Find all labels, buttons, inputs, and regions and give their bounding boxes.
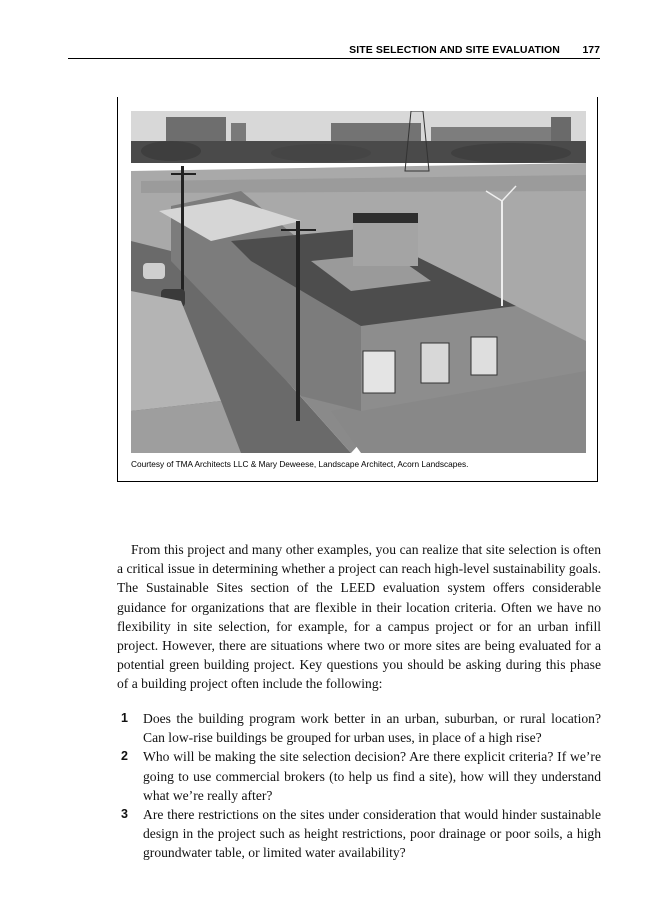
list-item: [117, 747, 601, 805]
list-number: 1: [121, 711, 128, 725]
building-photo: [131, 111, 586, 453]
body-paragraph: From this project and many other examples, you can realize that site selection is often a critical issue in determining whether a project can reach high-level sustainability goals. The Sustainable Sites section of the LEED evaluation system offers considerable guidance for organizations that are flexible in their location criteria. Often we have no flexibility in site selection, for example, for a campus project or for an urban infill project. However, there are situations where two or more sites are being evaluated for a potential green building project. Key questions you should be asking during this phase of a building project often include the following:: [117, 542, 601, 692]
running-header: [68, 44, 600, 59]
figure-caption: Courtesy of TMA Architects LLC & Mary Deweese, Landscape Architect, Acorn Landscapes.: [131, 459, 469, 469]
list-text: Who will be making the site selection decision? Are there explicit criteria? If we’re going to use commercial brokers (to help us find a site), how will they understand what we’re really after?: [143, 749, 601, 803]
figure: [117, 97, 598, 482]
list-text: Does the building program work better in an urban, suburban, or rural location? Can low-rise buildings be grouped for urban uses, in place of a high rise?: [143, 711, 601, 746]
list-item: [117, 709, 601, 747]
list-number: 2: [121, 749, 128, 764]
list-text: Are there restrictions on the sites under consideration that would hinder sustainable design in the project such as height restrictions, poor drainage or poor soils, a high groundwater table, or limited water availability?: [143, 807, 601, 861]
question-list: [117, 709, 601, 863]
list-item: [117, 805, 601, 863]
header-title: SITE SELECTION AND SITE EVALUATION: [349, 44, 560, 56]
page-number: 177: [582, 44, 600, 56]
list-number: 3: [121, 807, 128, 822]
